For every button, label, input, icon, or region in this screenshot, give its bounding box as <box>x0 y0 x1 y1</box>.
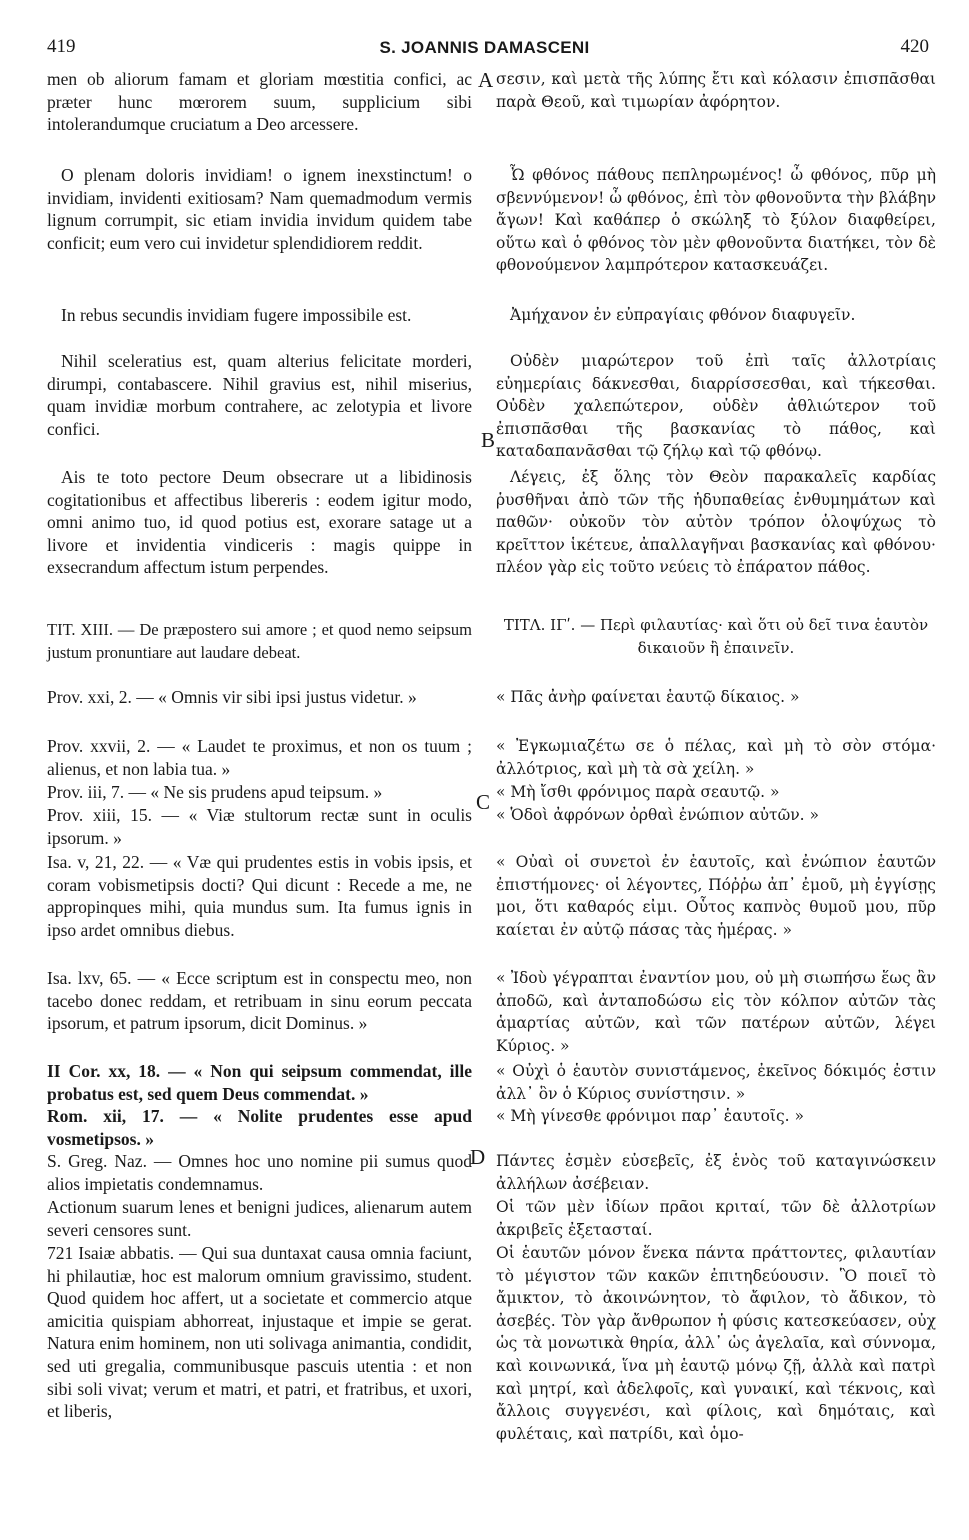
latin-paragraph: men ob aliorum famam et gloriam mœstitia confici, ac præter hunc mœrorem suum, supplicium sibi intolerandumque cruciatum a Deo arcessere. <box>47 69 472 135</box>
latin-citation: Rom. xii, 17. — « Nolite prudentes esse apud vosmetipsos. » <box>47 1106 472 1149</box>
greek-paragraph: Οἱ ἑαυτῶν μόνον ἕνεκα πάντα πράττοντες, φιλαυτίαν τὸ μέγιστον τῶν κακῶν ἐπιτηδεύουσιν. Ὃ ποιεῖ τὸ ἄμικτον, τὸ ἀκοινώνητον, τὸ ἄφιλον, τὸ ἄδικον, τὸ ἀσεβές. Τὸν γὰρ ἄνθρωπον ἡ φύσις κατεσκεύασεν, οὐχ ὡς τὰ μονωτικὰ θηρία, ἀλλ᾽ ὡς ἀγελαῖα, καὶ σύννομα, καὶ κοινωνικά, ἵνα μὴ ἑαυτῷ μόνῳ ζῇ, ἀλλὰ καὶ πατρὶ καὶ μητρί, καὶ ἀδελφοῖς, καὶ γυναικί, καὶ τέκνοις, καὶ ἄλλοις συγγενέσι, καὶ φίλοις, καὶ δημόταις, καὶ φυλέταις, καὶ πατρίδι, καὶ ὁμο- <box>496 1244 936 1443</box>
latin-citation: Prov. xxi, 2. — « Omnis vir sibi ipsi justus videtur. » <box>47 687 417 707</box>
margin-letter-a: A <box>478 68 494 92</box>
latin-paragraph: Actionum suarum lenes et benigni judices, alienarum autem severi censores sunt. <box>47 1197 472 1240</box>
greek-paragraph: σεσιν, καὶ μετὰ τῆς λύπης ἔτι καὶ κόλασιν ἐπισπᾶσθαι παρὰ Θεοῦ, καὶ τιμωρίαν ἀφόρητον. <box>496 70 936 111</box>
latin-citation: II Cor. xx, 18. — « Non qui seipsum commendat, ille probatus est, sed quem Deus commendat. » <box>47 1061 472 1104</box>
margin-letter-d: D <box>470 1145 486 1169</box>
greek-paragraph: Οἱ τῶν μὲν ἰδίων πρᾶοι κριταί, τῶν δὲ ἀλλοτρίων ἀκριβεῖς ἐξετασταί. <box>496 1198 936 1239</box>
greek-title-heading: ΤΙΤΛ. ΙΓʹ. — Περὶ φιλαυτίας· καὶ ὅτι οὐ δεῖ τινα ἑαυτὸν δικαιοῦν ἢ ἐπαινεῖν. <box>503 616 929 657</box>
latin-citation: Isa. v, 21, 22. — « Væ qui prudentes estis in vobis ipsis, et coram vobismetipsis docti? Qui dicunt : Recede a me, ne appropinques mihi, quia mundus sum. Ita fumus ignis in ipso ardet omnibus diebus. <box>47 852 472 940</box>
page-number-right: 420 <box>900 36 929 57</box>
greek-paragraph: Ἀμήχανον ἐν εὐπραγίαις φθόνον διαφυγεῖν. <box>510 306 856 324</box>
greek-paragraph: Οὐδὲν μιαρώτερον τοῦ ἐπὶ ταῖς ἀλλοτρίαις εὐημερίαις δάκνεσθαι, διαρρίσσεσθαι, καὶ τήκεσθαι. Οὐδὲν χαλεπώτερον, οὐδὲν ἀθλιώτερον τοῦ ἐπισπᾶσθαι τῆς βασκανίας τὸ πάθος, καὶ καταδαπανᾶσθαι τῷ ζήλῳ καὶ τῷ φθόνῳ. <box>496 352 936 461</box>
greek-citation: « Μὴ γίνεσθε φρόνιμοι παρ᾽ ἑαυτοῖς. » <box>496 1107 805 1125</box>
margin-letter-c: C <box>476 790 491 814</box>
latin-paragraph: 721 Isaiæ abbatis. — Qui sua duntaxat causa omnia faciunt, hi philautiæ, hoc est malorum omnium gravissimo, student. Quod quidem hoc affert, ut a societate et commercio atque amicitia quispiam abhorreat, injustaque et impie se gerat. Natura enim hominem, non uti solivaga animantia, condidit, sed uti gregalia, communibusque pascuis utentia : et non sibi soli vivat; verum et matri, et patri, et fratribus, et uxori, et liberis, <box>47 1243 472 1422</box>
latin-citation: Isa. lxv, 65. — « Ecce scriptum est in conspectu meo, non tacebo donec reddam, et retribuam in sinu eorum peccata ipsorum, et patrum ipsorum, dicit Dominus. » <box>47 968 472 1034</box>
running-title: S. JOANNIS DAMASCENI <box>379 38 590 57</box>
page-number-left: 419 <box>47 36 76 57</box>
latin-citation: S. Greg. Naz. — Omnes hoc uno nomine pii sumus quod alios impietatis condemnamus. <box>47 1151 472 1194</box>
latin-paragraph: O plenam doloris invidiam! o ignem inexstinctum! o invidiam, invidenti exitiosam? Nam quemadmodum vermis lignum corrumpit, sic etiam invidia invidum quidem tabe conficit; eum vero cui invidetur splendidiorem reddit. <box>47 165 472 253</box>
greek-citation: « Μὴ ἴσθι φρόνιμος παρὰ σεαυτῷ. » <box>496 783 780 801</box>
greek-citation: « Ὁδοὶ ἀφρόνων ὀρθαὶ ἐνώπιον αὐτῶν. » <box>496 806 820 824</box>
margin-letter-b: B <box>481 428 496 452</box>
greek-paragraph: Πάντες ἐσμὲν εὐσεβεῖς, ἐξ ἑνὸς τοῦ καταγινώσκειν ἀλλήλων ἀσέβειαν. <box>496 1152 936 1193</box>
latin-citation: Prov. iii, 7. — « Ne sis prudens apud teipsum. » <box>47 782 383 802</box>
latin-title-heading: TIT. XIII. — De præpostero sui amore ; et quod nemo seipsum justum pronuntiare aut laudare debeat. <box>47 620 472 662</box>
latin-paragraph: Nihil sceleratius est, quam alterius felicitate morderi, dirumpi, contabascere. Nihil gravius est, nihil miserius, quam invidiæ morbum contrahere, ac zelotypia et livore confici. <box>47 351 472 439</box>
greek-paragraph: Λέγεις, ἐξ ὅλης τὸν Θεὸν παρακαλεῖς καρδίας ῥυσθῆναι ἀπὸ τῶν τῆς ἡδυπαθείας ἐνθυμημάτων καὶ παθῶν· οὐκοῦν τὸν αὐτὸν τρόπον ὁλοψύχως τὸ κρεῖττον ἱκέτευε, ἀπαλλαγῆναι βασκανίας καὶ φθόνου· πλέον γὰρ εἰς τοῦτο νεύεις τὸ ἐπάρατον πάθος. <box>496 468 936 577</box>
latin-citation: Prov. xxvii, 2. — « Laudet te proximus, et non os tuum ; alienus, et non labia tua. » <box>47 736 472 779</box>
latin-paragraph: In rebus secundis invidiam fugere impossibile est. <box>61 305 412 325</box>
greek-citation: « Ἐγκωμιαζέτω σε ὁ πέλας, καὶ μὴ τὸ σὸν στόμα· ἀλλότριος, καὶ μὴ τὰ σὰ χείλη. » <box>496 737 936 778</box>
greek-citation: « Οὐαὶ οἱ συνετοὶ ἐν ἑαυτοῖς, καὶ ἐνώπιον ἑαυτῶν ἐπιστήμονες· οἱ λέγοντες, Πόῤῥω ἀπ᾽ ἐμοῦ, μὴ ἐγγίσῃς μοι, ὅτι καθαρός εἰμι. Οὗτος καπνὸς θυμοῦ μου, πῦρ καίεται ἐν αὐτῷ πάσας τὰς ἡμέρας. » <box>496 853 936 939</box>
latin-paragraph: Ais te toto pectore Deum obsecrare ut a libidinosis cogitationibus et affectibus libereris : eodem igitur modo, omni animo tuo, id quod potius est, exorare satage ut a livore et invidentia vindiceris : magis quippe in exsecrandum affectum istum perpendes. <box>47 467 472 578</box>
greek-citation: « Πᾶς ἀνὴρ φαίνεται ἑαυτῷ δίκαιος. » <box>496 688 800 706</box>
greek-paragraph: Ὦ φθόνος πάθους πεπληρωμένος! ὦ φθόνος, πῦρ μὴ σβεννύμενον! ὦ φθόνος, ἐπὶ τὸν φθονοῦντα τὴν βλάβην ἄγων! Καὶ καθάπερ ὁ σκώληξ τὸ ξύλον διαφθείρει, οὕτω καὶ ὁ φθόνος τὸν μὲν φθονοῦντα διατήκει, τὸν δὲ φθονούμενον λαμπρότερον κατασκευάζει. <box>496 166 936 275</box>
greek-citation: « Οὐχὶ ὁ ἑαυτὸν συνιστάμενος, ἐκεῖνος δόκιμός ἐστιν ἀλλ᾽ ὃν ὁ Κύριος συνίστησιν. » <box>496 1062 936 1103</box>
greek-citation: « Ἰδοὺ γέγραπται ἐναντίον μου, οὐ μὴ σιωπήσω ἕως ἂν ἀποδῶ, καὶ ἀνταποδώσω εἰς τὸν κόλπον αὐτῶν τὰς ἁμαρτίας αὐτῶν, καὶ τῶν πατέρων αὐτῶν, λέγει Κύριος. » <box>496 969 936 1055</box>
latin-citation: Prov. xiii, 15. — « Viæ stultorum rectæ sunt in oculis ipsorum. » <box>47 805 472 848</box>
